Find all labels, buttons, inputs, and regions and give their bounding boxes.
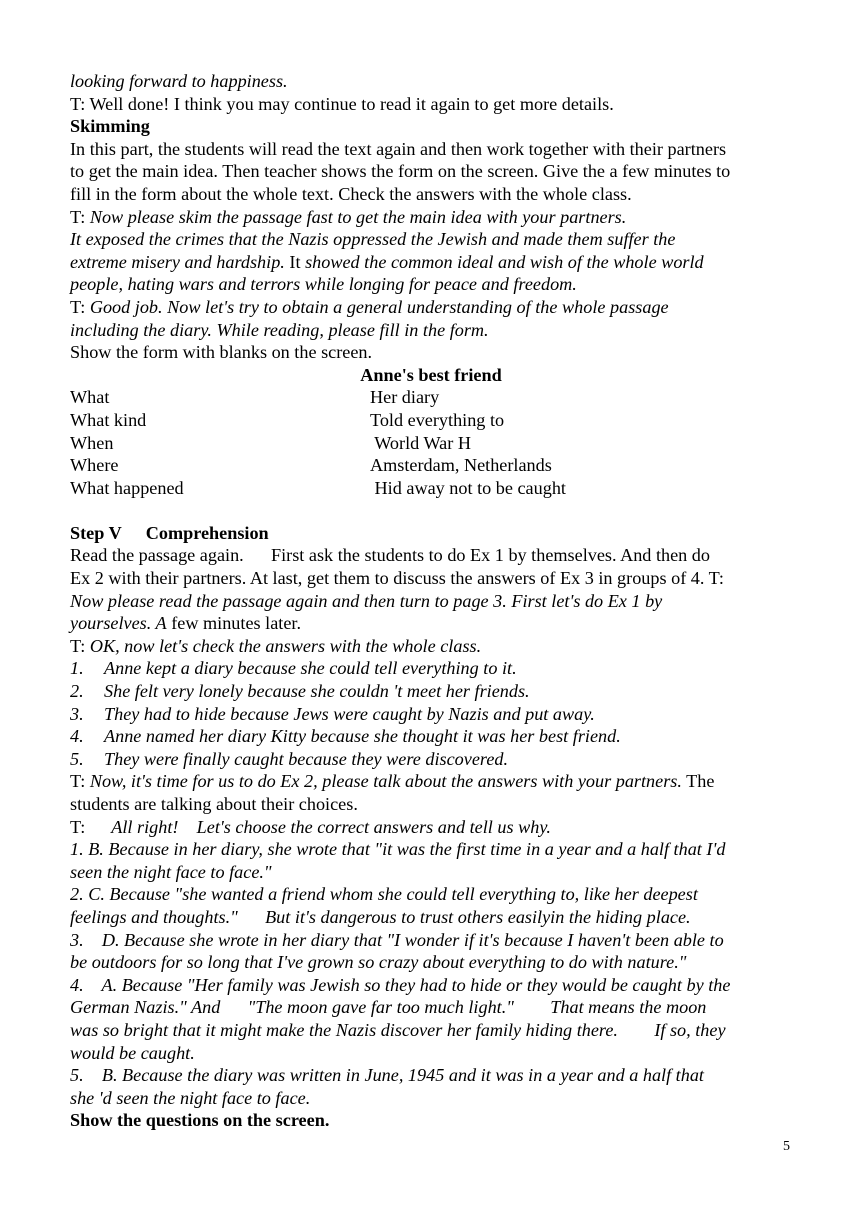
document-page: [70, 70, 792, 1132]
answer-text: It: [284, 251, 306, 272]
list-text: They were finally caught because they were discovered.: [104, 748, 509, 769]
speaker-label: T:: [70, 206, 90, 227]
paragraph-line: Ex 2 with their partners. At last, get them to discuss the answers of Ex 3 in groups of 4. T:: [70, 568, 724, 589]
list-number: 5.: [70, 748, 84, 769]
paragraph-line: [70, 612, 792, 635]
teacher-line: [70, 635, 792, 658]
form-key: Where: [70, 455, 119, 476]
page-number: 5: [783, 1139, 790, 1154]
list-item: [70, 703, 792, 726]
teacher-line: T: Well done! I think you may continue to read it again to get more details.: [70, 93, 614, 114]
form-row: [70, 477, 792, 500]
teacher-speech: All right! Let's choose the correct answers and tell us why.: [111, 816, 551, 837]
teacher-speech: Now, it's time for us to do Ex 2, please talk about the answers with your partners.: [89, 771, 682, 792]
intro-line: looking forward to happiness.: [70, 71, 288, 91]
form-row: [70, 409, 792, 432]
list-item: [70, 748, 792, 771]
step-number: Step V: [70, 522, 122, 543]
paragraph-line: Read the passage again. First ask the students to do Ex 1 by themselves. And then do: [70, 545, 710, 566]
teacher-line: [70, 206, 792, 229]
list-item: [70, 680, 792, 703]
paragraph-line: to get the main idea. Then teacher shows the form on the screen. Give the a few minutes to: [70, 161, 731, 182]
form-key: What kind: [70, 409, 147, 430]
form-row: [70, 432, 792, 455]
teacher-speech: Now please read the passage again and then turn to page 3. First let's do Ex 1 by: [70, 590, 663, 611]
speaker-label: T:: [70, 296, 90, 317]
answer-line: feelings and thoughts." But it's dangerous to trust others easilyin the hiding place.: [70, 906, 691, 927]
answer-line: 4. A. Because "Her family was Jewish so they had to hide or they would be caught by the: [70, 974, 731, 995]
answer-line: would be caught.: [70, 1042, 195, 1063]
form-row: [70, 454, 792, 477]
list-text: Anne kept a diary because she could tell everything to it.: [104, 658, 517, 679]
section-heading-skimming: Skimming: [70, 116, 150, 137]
paragraph-text: The: [681, 771, 715, 792]
instruction-line: Show the form with blanks on the screen.: [70, 342, 373, 363]
form-row: [70, 386, 792, 409]
answer-line: be outdoors for so long that I've grown so crazy about everything to do with nature.": [70, 952, 687, 973]
answer-line: 1. B. Because in her diary, she wrote that "it was the first time in a year and a half that I'd: [70, 839, 726, 860]
form-value: Amsterdam, Netherlands: [370, 455, 552, 476]
list-text: They had to hide because Jews were caught by Nazis and put away.: [104, 703, 595, 724]
answer-line: German Nazis." And "The moon gave far too much light." That means the moon: [70, 997, 707, 1018]
teacher-speech: yourselves. A: [70, 613, 167, 634]
closing-instruction: Show the questions on the screen.: [70, 1110, 330, 1131]
step-title: Comprehension: [145, 522, 269, 543]
spacer: [70, 499, 792, 522]
answer-line: she 'd seen the night face to face.: [70, 1087, 311, 1108]
teacher-line: [70, 770, 792, 793]
list-number: 1.: [70, 658, 84, 679]
answer-line: [70, 251, 792, 274]
answer-line: 3. D. Because she wrote in her diary that "I wonder if it's because I haven't been able to: [70, 929, 724, 950]
answer-line: was so bright that it might make the Nazis discover her family hiding there. If so, they: [70, 1019, 726, 1040]
form-value: Hid away not to be caught: [370, 477, 566, 498]
list-item: [70, 725, 792, 748]
form-value: Her diary: [370, 387, 440, 408]
teacher-speech: including the diary. While reading, please fill in the form.: [70, 319, 489, 340]
answer-line: It exposed the crimes that the Nazis oppressed the Jewish and made them suffer the: [70, 229, 676, 250]
list-number: 4.: [70, 726, 84, 747]
answer-text: showed the common ideal and wish of the whole world: [305, 251, 704, 272]
list-number: 2.: [70, 681, 84, 702]
paragraph-line: fill in the form about the whole text. Check the answers with the whole class.: [70, 183, 632, 204]
form-key: When: [70, 432, 114, 453]
speaker-label: T:: [70, 816, 86, 837]
paragraph-line: In this part, the students will read the text again and then work together with their partners: [70, 138, 727, 159]
answer-line: 2. C. Because "she wanted a friend whom she could tell everything to, like her deepest: [70, 884, 698, 905]
answer-text: extreme misery and hardship.: [70, 251, 285, 272]
list-text: She felt very lonely because she couldn 't meet her friends.: [104, 681, 530, 702]
paragraph-text: few minutes later.: [166, 613, 301, 634]
section-heading-step-v: [70, 522, 792, 545]
answer-line: 5. B. Because the diary was written in June, 1945 and it was in a year and a half that: [70, 1065, 704, 1086]
form-key: What: [70, 387, 110, 408]
form-value: Told everything to: [370, 409, 505, 430]
speaker-label: T:: [70, 771, 90, 792]
list-number: 3.: [70, 703, 84, 724]
list-text: Anne named her diary Kitty because she thought it was her best friend.: [104, 726, 621, 747]
teacher-speech: OK, now let's check the answers with the whole class.: [89, 635, 482, 656]
paragraph-line: students are talking about their choices.: [70, 794, 358, 814]
teacher-line: [70, 296, 792, 319]
teacher-speech: Now please skim the passage fast to get the main idea with your partners.: [89, 206, 627, 227]
form-key: What happened: [70, 477, 184, 498]
answer-line: seen the night face to face.": [70, 861, 272, 882]
teacher-line: [70, 816, 792, 839]
form-value: World War H: [370, 432, 471, 453]
answer-line: people, hating wars and terrors while longing for peace and freedom.: [70, 274, 577, 295]
list-item: [70, 657, 792, 680]
form-title: Anne's best friend: [360, 364, 502, 385]
teacher-speech: Good job. Now let's try to obtain a general understanding of the whole passage: [89, 296, 669, 317]
speaker-label: T:: [70, 635, 90, 656]
